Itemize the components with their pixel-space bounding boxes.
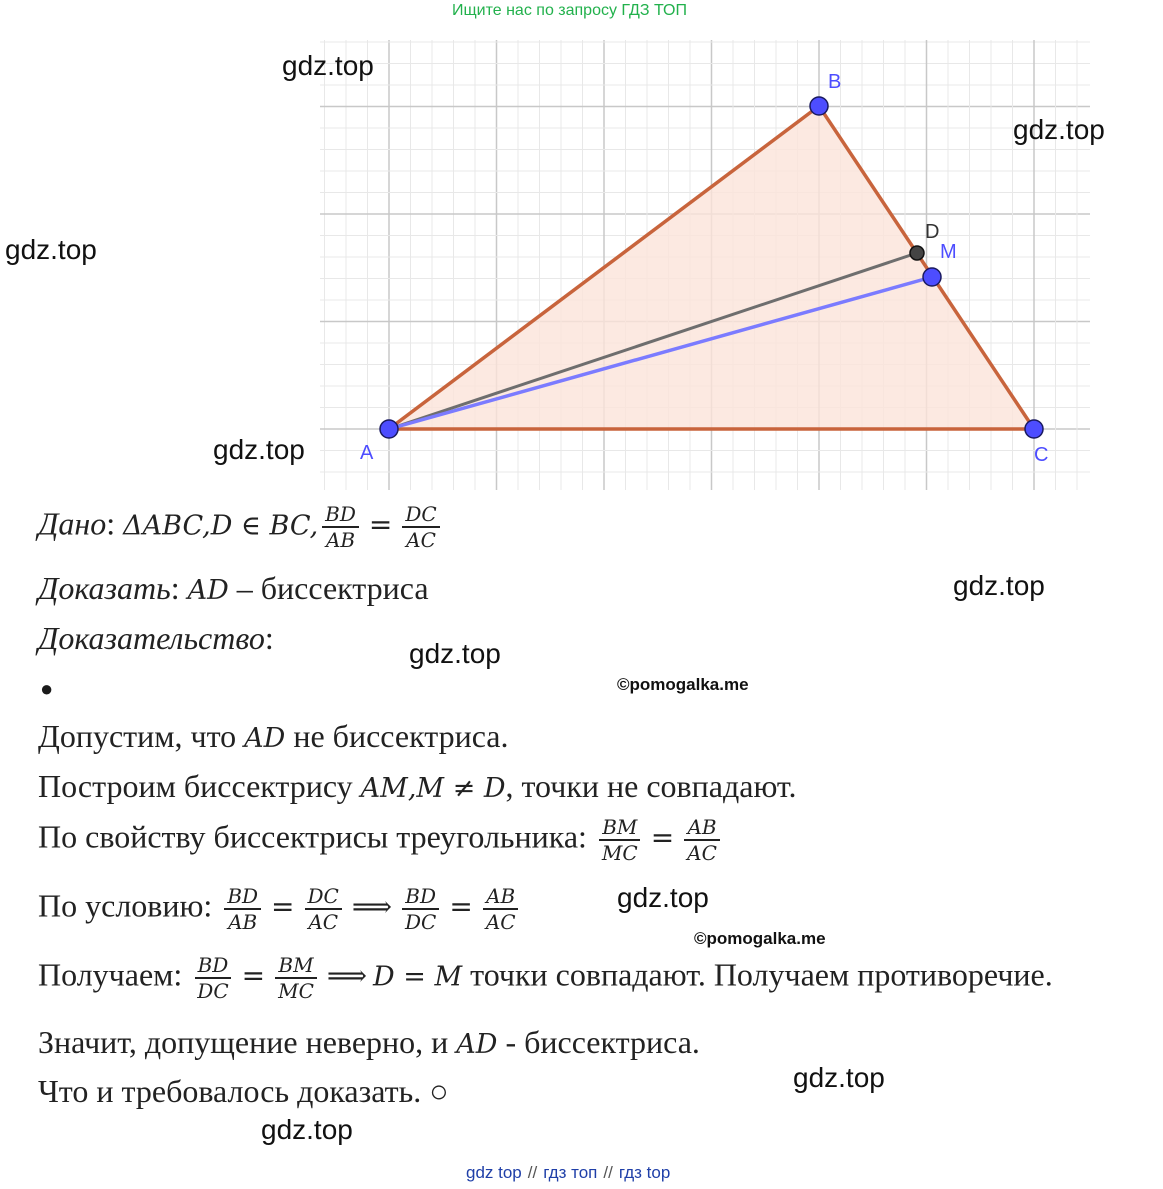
proof-heading: Доказательство: [38, 620, 274, 656]
watermark: gdz.top [409, 638, 501, 669]
copyright-mark: ©pomogalka.me [694, 929, 826, 948]
copyright-mark: ©pomogalka.me [617, 675, 749, 694]
watermark: gdz.top [793, 1062, 885, 1093]
proof-line-7: Что и требовалось доказать. ○ [38, 1073, 449, 1109]
point-b [810, 97, 828, 115]
fraction: $\frac{DC}{AC}$ [305, 884, 342, 934]
fraction: $\frac{AB}{AC}$ [684, 815, 720, 865]
label-a: A [360, 442, 374, 464]
proof-line-5: Получаем: $\frac{BD}{DC}$ = $\frac{BM}{MC}$ ⟹ D = M точки совпадают. Получаем противоречие. [38, 953, 1053, 1003]
proof-line-4: По условию: $\frac{BD}{AB}$ = $\frac{DC}{AC}$ ⟹ $\frac{BD}{DC}$ = $\frac{AB}{AC}$ [38, 884, 523, 934]
prove-label: Доказать [38, 570, 171, 606]
given-expression: ΔABC,D ∈ BC, [123, 510, 319, 542]
fraction: $\frac{BM}{MC}$ [599, 815, 641, 865]
given-line: Дано: ΔABC,D ∈ BC, $\frac{BD}{AB}$ = $\frac{DC}{AC}$ [38, 502, 444, 552]
fraction: $\frac{BD}{DC}$ [402, 884, 439, 934]
watermark: gdz.top [1013, 114, 1105, 145]
fraction: $\frac{BD}{DC}$ [194, 953, 231, 1003]
point-a [380, 420, 398, 438]
fraction: $\frac{BD}{AB}$ [224, 884, 261, 934]
watermark: gdz.top [953, 570, 1045, 601]
fraction: $\frac{DC}{AC}$ [402, 502, 439, 552]
label-c: C [1034, 444, 1049, 466]
watermark: gdz.top [617, 882, 709, 913]
footer-link-gdz-top-ru[interactable]: гдз топ [543, 1163, 598, 1182]
label-b: B [828, 71, 842, 93]
watermark: gdz.top [213, 434, 305, 465]
footer-links: gdz top // гдз топ // гдз top [466, 1163, 671, 1182]
fraction: $\frac{BD}{AB}$ [322, 502, 359, 552]
point-d [910, 246, 924, 260]
proof-line-1: Допустим, что AD не биссектриса. [38, 718, 509, 754]
label-m: M [940, 241, 957, 263]
given-label: Дано [38, 505, 107, 542]
proof-line-6: Значит, допущение неверно, и AD - биссектриса. [38, 1024, 700, 1060]
watermark: gdz.top [282, 50, 374, 81]
bullet: ● [40, 676, 54, 701]
watermark: gdz.top [261, 1114, 353, 1145]
watermark: gdz.top [5, 234, 97, 265]
footer-link-gdz-top[interactable]: gdz top [466, 1163, 522, 1182]
footer-link-gdz-top-mixed[interactable]: гдз top [618, 1163, 671, 1182]
point-m [923, 268, 941, 286]
fraction: $\frac{AB}{AC}$ [483, 884, 519, 934]
prove-line: Доказать: AD – биссектриса [38, 570, 429, 606]
point-c [1025, 420, 1043, 438]
proof-line-3: По свойству биссектрисы треугольника: $\frac{BM}{MC}$ = $\frac{AB}{AC}$ [38, 815, 724, 865]
label-d: D [925, 221, 940, 243]
proof-line-2: Построим биссектрису AM,M ≠ D, точки не совпадают. [38, 768, 797, 804]
triangle-figure [0, 0, 1163, 500]
search-banner: Ищите нас по запросу ГДЗ ТОП [452, 2, 687, 19]
fraction: $\frac{BM}{MC}$ [275, 953, 317, 1003]
